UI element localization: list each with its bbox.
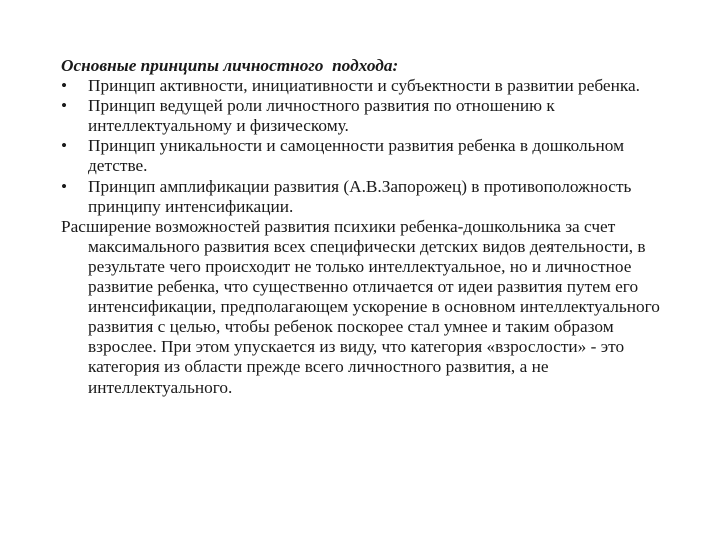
principle-text: Принцип ведущей роли личностного развития по отношению к интеллектуальному и физическому. xyxy=(88,96,555,136)
principle-text: Принцип активности, инициативности и субъектности в развитии ребенка. xyxy=(88,76,640,96)
list-item xyxy=(61,177,673,217)
list-item xyxy=(61,136,673,176)
bullet-icon: • xyxy=(61,136,68,156)
list-item xyxy=(61,76,673,96)
bullet-icon: • xyxy=(61,76,68,96)
list-item xyxy=(61,96,673,136)
slide-body xyxy=(61,56,673,398)
principle-text: Принцип амплификации развития (А.В.Запорожец) в противоположность принципу интенсификации. xyxy=(88,176,632,216)
slide-heading: Основные принципы личностного подхода: xyxy=(61,56,399,75)
body-paragraph: Расширение возможностей развития психики ребенка-дошкольника за счет максимального развития всех специфически детских видов деятельности, в результате чего происходит не только интеллектуальное, но и личностное развитие ребенка, что существенно отличается от идеи развития путем его интенсификации, предполагающем ускорение в основном интеллектуального развития с целью, чтобы ребенок поскорее стал умнее и таким образом взрослее. При этом упускается из виду, что категория «взрослости» - это категория из области прежде всего личностного развития, а не интеллектуального. xyxy=(61,216,660,397)
principles-list xyxy=(61,76,673,217)
bullet-icon: • xyxy=(61,96,68,116)
bullet-icon: • xyxy=(61,176,68,196)
principle-text: Принцип уникальности и самоценности развития ребенка в дошкольном детстве. xyxy=(88,136,625,176)
